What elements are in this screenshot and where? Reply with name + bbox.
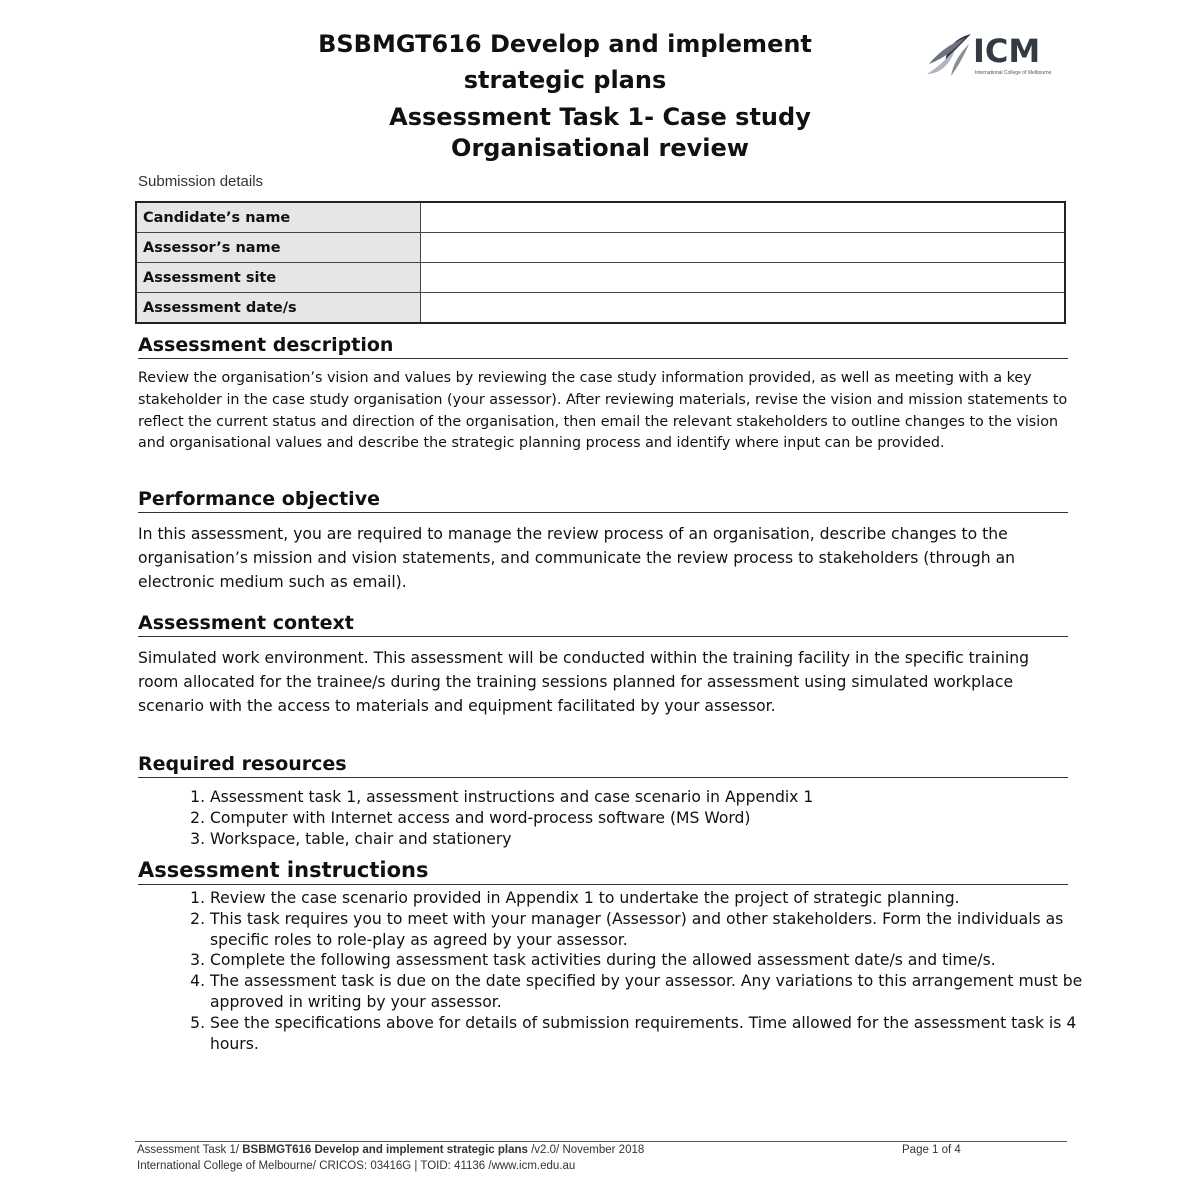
list-item: 3. Complete the following assessment task activities during the allowed assessment date/s and time/s. — [210, 950, 1110, 971]
list-item: 1. Review the case scenario provided in Appendix 1 to undertake the project of strategic planning. — [210, 888, 1110, 909]
table-row — [136, 202, 1065, 233]
footer-line1 — [137, 1144, 644, 1156]
footer-version: /v2.0/ November 2018 — [527, 1144, 645, 1156]
leaf-icon — [925, 30, 975, 80]
assessment-date-field[interactable] — [421, 293, 1066, 324]
submission-details-table — [135, 201, 1066, 324]
task-title: Assessment Task 1- Case study — [389, 103, 811, 131]
assessor-name-label: Assessor’s name — [136, 233, 421, 263]
table-row — [136, 293, 1065, 324]
list-item: 5. See the specifications above for details of submission requirements. Time allowed for the assessment task is 4 hours. — [210, 1013, 1110, 1055]
logo-text: ICM — [973, 32, 1041, 70]
assessment-description-text: Review the organisation’s vision and values by reviewing the case study information provided, as well as meeting with a key stakeholder in the case study organisation (your assessor). After reviewing materials, revise the vision and mission statements to reflect the current status and direction of the organisation, then email the relevant stakeholders to outline changes to the vision and organisational values and describe the strategic planning process and identify where input can be provided. — [138, 370, 1068, 452]
performance-objective-text: In this assessment, you are required to manage the review process of an organisation, describe changes to the organisation’s mission and vision statements, and communicate the review process to stakeholders (through an electronic medium such as email). — [138, 525, 1016, 591]
assessment-site-field[interactable] — [421, 263, 1066, 293]
page-number: Page 1 of 4 — [902, 1144, 961, 1156]
list-item: 2. This task requires you to meet with your manager (Assessor) and other stakeholders. Form the individuals as specific roles to role-play as agreed by your assessor. — [210, 909, 1110, 951]
icm-logo — [925, 30, 1065, 80]
unit-title-line2: strategic plans — [463, 66, 667, 94]
task-subtitle: Organisational review — [451, 134, 749, 162]
submission-details-label: Submission details — [138, 173, 264, 190]
logo-subtext: International College of Melbourne — [975, 70, 1052, 76]
assessment-context-text: Simulated work environment. This assessment will be conducted within the training facility in the specific training room allocated for the trainee/s during the training sessions planned for assessment using simulated workplace scenario with the access to materials and equipment facilitated by your assessor. — [138, 649, 1030, 715]
assessment-date-label: Assessment date/s — [136, 293, 421, 324]
footer-divider — [135, 1141, 1067, 1142]
footer-prefix: Assessment Task 1/ — [137, 1144, 243, 1156]
candidate-name-field[interactable] — [421, 202, 1066, 233]
performance-objective-heading: Performance objective — [138, 488, 1068, 513]
table-row — [136, 263, 1065, 293]
table-row — [136, 233, 1065, 263]
assessment-instructions-list — [158, 888, 1110, 1054]
list-item: 2. Computer with Internet access and word-process software (MS Word) — [210, 808, 1110, 829]
assessment-context-heading: Assessment context — [138, 612, 1068, 637]
list-item: 3. Workspace, table, chair and stationery — [210, 829, 1110, 850]
assessment-site-label: Assessment site — [136, 263, 421, 293]
candidate-name-label: Candidate’s name — [136, 202, 421, 233]
list-item: 1. Assessment task 1, assessment instructions and case scenario in Appendix 1 — [210, 787, 1110, 808]
unit-title-line1: BSBMGT616 Develop and implement — [318, 30, 812, 58]
required-resources-heading: Required resources — [138, 753, 1068, 778]
footer-line2: International College of Melbourne/ CRICOS: 03416G | TOID: 41136 /www.icm.edu.au — [137, 1160, 576, 1172]
list-item: 4. The assessment task is due on the date specified by your assessor. Any variations to this arrangement must be approved in writing by your assessor. — [210, 971, 1110, 1013]
assessment-description-heading: Assessment description — [138, 334, 1068, 359]
required-resources-list — [158, 787, 1110, 849]
assessor-name-field[interactable] — [421, 233, 1066, 263]
footer-unit: BSBMGT616 Develop and implement strategic plans — [242, 1144, 528, 1156]
assessment-instructions-heading: Assessment instructions — [138, 858, 1068, 885]
